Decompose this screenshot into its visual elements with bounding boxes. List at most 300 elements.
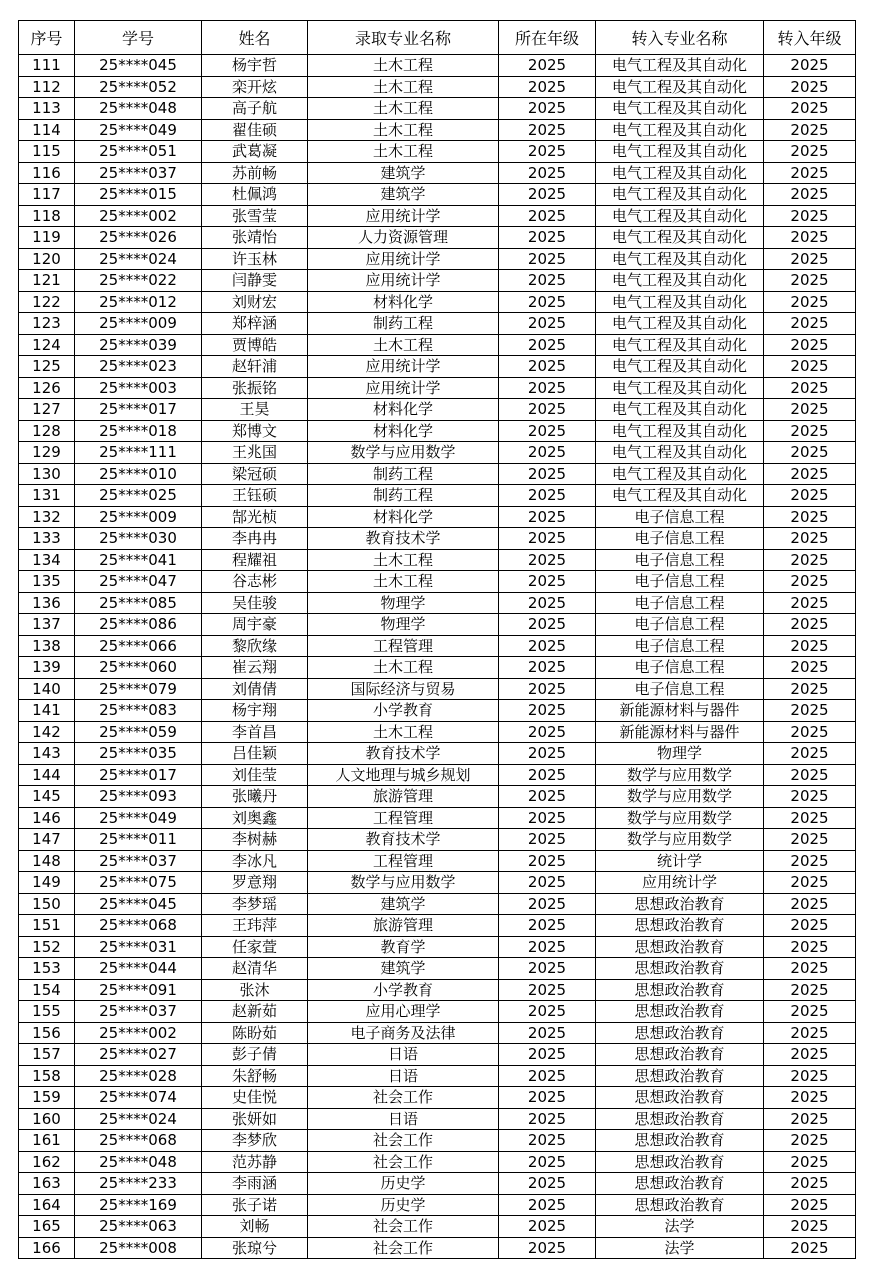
cell-name: 杨宇哲 xyxy=(202,55,308,77)
cell-transfer-grade: 2025 xyxy=(764,377,856,399)
cell-seq: 149 xyxy=(19,872,75,894)
cell-transfer-grade: 2025 xyxy=(764,807,856,829)
cell-current-grade: 2025 xyxy=(499,764,596,786)
cell-transfer-major: 电气工程及其自动化 xyxy=(596,227,764,249)
cell-transfer-grade: 2025 xyxy=(764,248,856,270)
table-row xyxy=(19,1108,856,1130)
cell-student-id: 25****027 xyxy=(75,1044,202,1066)
cell-admitted-major: 日语 xyxy=(308,1065,499,1087)
cell-admitted-major: 历史学 xyxy=(308,1194,499,1216)
cell-seq: 143 xyxy=(19,743,75,765)
cell-transfer-grade: 2025 xyxy=(764,528,856,550)
cell-student-id: 25****037 xyxy=(75,1001,202,1023)
cell-admitted-major: 物理学 xyxy=(308,592,499,614)
cell-transfer-grade: 2025 xyxy=(764,1001,856,1023)
cell-admitted-major: 工程管理 xyxy=(308,635,499,657)
cell-seq: 150 xyxy=(19,893,75,915)
table-row xyxy=(19,1151,856,1173)
cell-seq: 156 xyxy=(19,1022,75,1044)
cell-name: 李梦瑶 xyxy=(202,893,308,915)
cell-admitted-major: 数学与应用数学 xyxy=(308,872,499,894)
cell-admitted-major: 国际经济与贸易 xyxy=(308,678,499,700)
table-row xyxy=(19,119,856,141)
cell-name: 李首昌 xyxy=(202,721,308,743)
table-row xyxy=(19,678,856,700)
table-row xyxy=(19,1065,856,1087)
cell-current-grade: 2025 xyxy=(499,635,596,657)
table-row xyxy=(19,936,856,958)
cell-transfer-grade: 2025 xyxy=(764,592,856,614)
cell-transfer-major: 思想政治教育 xyxy=(596,958,764,980)
cell-transfer-grade: 2025 xyxy=(764,55,856,77)
cell-seq: 139 xyxy=(19,657,75,679)
cell-name: 张子诺 xyxy=(202,1194,308,1216)
cell-student-id: 25****010 xyxy=(75,463,202,485)
cell-admitted-major: 应用统计学 xyxy=(308,205,499,227)
cell-name: 史佳悦 xyxy=(202,1087,308,1109)
cell-admitted-major: 建筑学 xyxy=(308,958,499,980)
table-row xyxy=(19,592,856,614)
cell-transfer-grade: 2025 xyxy=(764,76,856,98)
cell-admitted-major: 土木工程 xyxy=(308,98,499,120)
cell-transfer-major: 电子信息工程 xyxy=(596,614,764,636)
cell-student-id: 25****060 xyxy=(75,657,202,679)
cell-name: 周宇豪 xyxy=(202,614,308,636)
cell-admitted-major: 建筑学 xyxy=(308,184,499,206)
table-row xyxy=(19,528,856,550)
cell-admitted-major: 土木工程 xyxy=(308,141,499,163)
cell-transfer-major: 思想政治教育 xyxy=(596,1194,764,1216)
cell-current-grade: 2025 xyxy=(499,399,596,421)
cell-admitted-major: 土木工程 xyxy=(308,334,499,356)
cell-current-grade: 2025 xyxy=(499,377,596,399)
cell-transfer-major: 思想政治教育 xyxy=(596,1001,764,1023)
cell-current-grade: 2025 xyxy=(499,184,596,206)
cell-student-id: 25****049 xyxy=(75,119,202,141)
cell-admitted-major: 社会工作 xyxy=(308,1216,499,1238)
cell-current-grade: 2025 xyxy=(499,291,596,313)
cell-current-grade: 2025 xyxy=(499,1173,596,1195)
table-row xyxy=(19,356,856,378)
cell-transfer-major: 电气工程及其自动化 xyxy=(596,377,764,399)
cell-student-id: 25****041 xyxy=(75,549,202,571)
cell-seq: 158 xyxy=(19,1065,75,1087)
cell-current-grade: 2025 xyxy=(499,872,596,894)
cell-name: 闫静雯 xyxy=(202,270,308,292)
cell-student-id: 25****048 xyxy=(75,98,202,120)
cell-transfer-major: 电气工程及其自动化 xyxy=(596,205,764,227)
cell-current-grade: 2025 xyxy=(499,786,596,808)
cell-transfer-grade: 2025 xyxy=(764,700,856,722)
cell-admitted-major: 建筑学 xyxy=(308,893,499,915)
cell-student-id: 25****023 xyxy=(75,356,202,378)
cell-student-id: 25****018 xyxy=(75,420,202,442)
cell-transfer-major: 思想政治教育 xyxy=(596,979,764,1001)
cell-transfer-major: 电气工程及其自动化 xyxy=(596,334,764,356)
cell-admitted-major: 电子商务及法律 xyxy=(308,1022,499,1044)
cell-seq: 130 xyxy=(19,463,75,485)
cell-student-id: 25****003 xyxy=(75,377,202,399)
cell-transfer-major: 电气工程及其自动化 xyxy=(596,463,764,485)
cell-transfer-grade: 2025 xyxy=(764,743,856,765)
table-row xyxy=(19,98,856,120)
table-row xyxy=(19,442,856,464)
cell-name: 陈盼茹 xyxy=(202,1022,308,1044)
table-row xyxy=(19,485,856,507)
cell-admitted-major: 物理学 xyxy=(308,614,499,636)
cell-name: 刘奥鑫 xyxy=(202,807,308,829)
cell-student-id: 25****009 xyxy=(75,313,202,335)
cell-transfer-major: 电子信息工程 xyxy=(596,506,764,528)
table-row xyxy=(19,1022,856,1044)
cell-admitted-major: 社会工作 xyxy=(308,1237,499,1259)
cell-name: 李雨涵 xyxy=(202,1173,308,1195)
cell-current-grade: 2025 xyxy=(499,807,596,829)
table-row xyxy=(19,1130,856,1152)
cell-seq: 133 xyxy=(19,528,75,550)
table-row xyxy=(19,313,856,335)
table-row xyxy=(19,334,856,356)
cell-admitted-major: 日语 xyxy=(308,1044,499,1066)
cell-admitted-major: 人文地理与城乡规划 xyxy=(308,764,499,786)
cell-name: 高子航 xyxy=(202,98,308,120)
cell-current-grade: 2025 xyxy=(499,485,596,507)
cell-student-id: 25****002 xyxy=(75,205,202,227)
cell-transfer-major: 电子信息工程 xyxy=(596,635,764,657)
cell-current-grade: 2025 xyxy=(499,958,596,980)
cell-transfer-major: 电气工程及其自动化 xyxy=(596,313,764,335)
cell-transfer-grade: 2025 xyxy=(764,936,856,958)
cell-transfer-major: 电气工程及其自动化 xyxy=(596,270,764,292)
cell-seq: 155 xyxy=(19,1001,75,1023)
cell-admitted-major: 旅游管理 xyxy=(308,786,499,808)
cell-transfer-grade: 2025 xyxy=(764,442,856,464)
table-row xyxy=(19,1194,856,1216)
cell-transfer-grade: 2025 xyxy=(764,98,856,120)
header-transfer-grade: 转入年级 xyxy=(764,21,856,55)
table-row xyxy=(19,850,856,872)
table-row xyxy=(19,1001,856,1023)
cell-seq: 166 xyxy=(19,1237,75,1259)
cell-transfer-major: 应用统计学 xyxy=(596,872,764,894)
cell-seq: 138 xyxy=(19,635,75,657)
cell-transfer-grade: 2025 xyxy=(764,119,856,141)
cell-current-grade: 2025 xyxy=(499,1001,596,1023)
cell-current-grade: 2025 xyxy=(499,549,596,571)
cell-seq: 141 xyxy=(19,700,75,722)
cell-current-grade: 2025 xyxy=(499,614,596,636)
cell-transfer-major: 电子信息工程 xyxy=(596,657,764,679)
cell-current-grade: 2025 xyxy=(499,1108,596,1130)
cell-admitted-major: 应用统计学 xyxy=(308,248,499,270)
cell-name: 张雪莹 xyxy=(202,205,308,227)
table-row xyxy=(19,162,856,184)
cell-name: 王玮萍 xyxy=(202,915,308,937)
cell-current-grade: 2025 xyxy=(499,248,596,270)
cell-student-id: 25****169 xyxy=(75,1194,202,1216)
cell-admitted-major: 人力资源管理 xyxy=(308,227,499,249)
table-row xyxy=(19,893,856,915)
cell-student-id: 25****024 xyxy=(75,1108,202,1130)
header-student-id: 学号 xyxy=(75,21,202,55)
cell-name: 范苏静 xyxy=(202,1151,308,1173)
cell-current-grade: 2025 xyxy=(499,227,596,249)
cell-transfer-major: 电气工程及其自动化 xyxy=(596,485,764,507)
cell-seq: 165 xyxy=(19,1216,75,1238)
cell-student-id: 25****017 xyxy=(75,764,202,786)
cell-transfer-grade: 2025 xyxy=(764,420,856,442)
cell-transfer-grade: 2025 xyxy=(764,893,856,915)
cell-seq: 111 xyxy=(19,55,75,77)
cell-student-id: 25****074 xyxy=(75,1087,202,1109)
cell-name: 吕佳颖 xyxy=(202,743,308,765)
cell-transfer-grade: 2025 xyxy=(764,1173,856,1195)
cell-seq: 148 xyxy=(19,850,75,872)
cell-transfer-grade: 2025 xyxy=(764,635,856,657)
table-row xyxy=(19,205,856,227)
cell-current-grade: 2025 xyxy=(499,678,596,700)
table-row xyxy=(19,377,856,399)
cell-admitted-major: 日语 xyxy=(308,1108,499,1130)
cell-transfer-grade: 2025 xyxy=(764,1237,856,1259)
cell-seq: 115 xyxy=(19,141,75,163)
table-row xyxy=(19,915,856,937)
cell-name: 郑梓涵 xyxy=(202,313,308,335)
cell-transfer-major: 法学 xyxy=(596,1216,764,1238)
table-row xyxy=(19,76,856,98)
cell-seq: 137 xyxy=(19,614,75,636)
cell-current-grade: 2025 xyxy=(499,743,596,765)
cell-name: 任家萱 xyxy=(202,936,308,958)
cell-transfer-major: 电气工程及其自动化 xyxy=(596,420,764,442)
cell-student-id: 25****059 xyxy=(75,721,202,743)
cell-transfer-grade: 2025 xyxy=(764,1130,856,1152)
cell-admitted-major: 土木工程 xyxy=(308,721,499,743)
cell-seq: 131 xyxy=(19,485,75,507)
cell-transfer-major: 电气工程及其自动化 xyxy=(596,442,764,464)
cell-admitted-major: 数学与应用数学 xyxy=(308,442,499,464)
cell-name: 赵清华 xyxy=(202,958,308,980)
cell-current-grade: 2025 xyxy=(499,420,596,442)
cell-transfer-grade: 2025 xyxy=(764,958,856,980)
cell-seq: 135 xyxy=(19,571,75,593)
cell-transfer-grade: 2025 xyxy=(764,786,856,808)
cell-name: 刘佳莹 xyxy=(202,764,308,786)
table-body xyxy=(19,55,856,1259)
cell-student-id: 25****028 xyxy=(75,1065,202,1087)
cell-transfer-grade: 2025 xyxy=(764,915,856,937)
table-row xyxy=(19,141,856,163)
cell-current-grade: 2025 xyxy=(499,119,596,141)
cell-seq: 144 xyxy=(19,764,75,786)
cell-transfer-grade: 2025 xyxy=(764,1087,856,1109)
cell-transfer-major: 思想政治教育 xyxy=(596,1065,764,1087)
cell-student-id: 25****025 xyxy=(75,485,202,507)
table-row xyxy=(19,700,856,722)
cell-admitted-major: 教育技术学 xyxy=(308,743,499,765)
cell-transfer-grade: 2025 xyxy=(764,1194,856,1216)
cell-transfer-grade: 2025 xyxy=(764,764,856,786)
cell-current-grade: 2025 xyxy=(499,463,596,485)
cell-admitted-major: 土木工程 xyxy=(308,55,499,77)
cell-transfer-major: 思想政治教育 xyxy=(596,1108,764,1130)
cell-seq: 116 xyxy=(19,162,75,184)
cell-admitted-major: 小学教育 xyxy=(308,700,499,722)
cell-student-id: 25****045 xyxy=(75,893,202,915)
cell-transfer-major: 思想政治教育 xyxy=(596,1130,764,1152)
table-row xyxy=(19,829,856,851)
cell-student-id: 25****035 xyxy=(75,743,202,765)
cell-seq: 154 xyxy=(19,979,75,1001)
cell-seq: 126 xyxy=(19,377,75,399)
cell-transfer-major: 数学与应用数学 xyxy=(596,829,764,851)
cell-transfer-major: 电气工程及其自动化 xyxy=(596,98,764,120)
cell-admitted-major: 材料化学 xyxy=(308,291,499,313)
cell-transfer-major: 数学与应用数学 xyxy=(596,764,764,786)
cell-transfer-grade: 2025 xyxy=(764,571,856,593)
cell-seq: 125 xyxy=(19,356,75,378)
table-row xyxy=(19,743,856,765)
cell-current-grade: 2025 xyxy=(499,141,596,163)
cell-transfer-grade: 2025 xyxy=(764,1065,856,1087)
cell-name: 张琼兮 xyxy=(202,1237,308,1259)
cell-transfer-major: 思想政治教育 xyxy=(596,936,764,958)
cell-admitted-major: 教育技术学 xyxy=(308,829,499,851)
cell-name: 王兆国 xyxy=(202,442,308,464)
cell-student-id: 25****037 xyxy=(75,850,202,872)
cell-student-id: 25****075 xyxy=(75,872,202,894)
cell-transfer-grade: 2025 xyxy=(764,657,856,679)
cell-seq: 118 xyxy=(19,205,75,227)
cell-transfer-grade: 2025 xyxy=(764,162,856,184)
cell-name: 谷志彬 xyxy=(202,571,308,593)
cell-admitted-major: 土木工程 xyxy=(308,119,499,141)
cell-seq: 112 xyxy=(19,76,75,98)
cell-admitted-major: 社会工作 xyxy=(308,1130,499,1152)
cell-transfer-grade: 2025 xyxy=(764,184,856,206)
cell-student-id: 25****079 xyxy=(75,678,202,700)
cell-seq: 129 xyxy=(19,442,75,464)
cell-admitted-major: 制药工程 xyxy=(308,485,499,507)
cell-admitted-major: 建筑学 xyxy=(308,162,499,184)
cell-transfer-major: 新能源材料与器件 xyxy=(596,721,764,743)
cell-transfer-major: 数学与应用数学 xyxy=(596,786,764,808)
cell-name: 赵新茹 xyxy=(202,1001,308,1023)
cell-name: 赵轩浦 xyxy=(202,356,308,378)
cell-transfer-grade: 2025 xyxy=(764,1151,856,1173)
table-row xyxy=(19,227,856,249)
cell-transfer-major: 思想政治教育 xyxy=(596,1173,764,1195)
cell-admitted-major: 应用统计学 xyxy=(308,377,499,399)
cell-current-grade: 2025 xyxy=(499,657,596,679)
cell-student-id: 25****017 xyxy=(75,399,202,421)
table-row xyxy=(19,1237,856,1259)
cell-current-grade: 2025 xyxy=(499,1087,596,1109)
cell-student-id: 25****086 xyxy=(75,614,202,636)
header-seq: 序号 xyxy=(19,21,75,55)
cell-transfer-grade: 2025 xyxy=(764,721,856,743)
cell-name: 贾博皓 xyxy=(202,334,308,356)
cell-transfer-grade: 2025 xyxy=(764,463,856,485)
cell-transfer-grade: 2025 xyxy=(764,614,856,636)
cell-transfer-major: 新能源材料与器件 xyxy=(596,700,764,722)
table-row xyxy=(19,420,856,442)
cell-transfer-major: 思想政治教育 xyxy=(596,915,764,937)
cell-student-id: 25****045 xyxy=(75,55,202,77)
cell-student-id: 25****009 xyxy=(75,506,202,528)
cell-current-grade: 2025 xyxy=(499,1065,596,1087)
cell-current-grade: 2025 xyxy=(499,571,596,593)
cell-name: 李冰凡 xyxy=(202,850,308,872)
cell-seq: 136 xyxy=(19,592,75,614)
cell-name: 吴佳骏 xyxy=(202,592,308,614)
cell-seq: 153 xyxy=(19,958,75,980)
cell-name: 梁冠硕 xyxy=(202,463,308,485)
cell-admitted-major: 小学教育 xyxy=(308,979,499,1001)
cell-admitted-major: 社会工作 xyxy=(308,1151,499,1173)
cell-admitted-major: 土木工程 xyxy=(308,76,499,98)
cell-name: 栾开炫 xyxy=(202,76,308,98)
cell-name: 罗意翔 xyxy=(202,872,308,894)
cell-seq: 132 xyxy=(19,506,75,528)
cell-student-id: 25****048 xyxy=(75,1151,202,1173)
cell-transfer-grade: 2025 xyxy=(764,356,856,378)
table-row xyxy=(19,571,856,593)
cell-name: 程耀祖 xyxy=(202,549,308,571)
cell-name: 刘畅 xyxy=(202,1216,308,1238)
cell-admitted-major: 教育学 xyxy=(308,936,499,958)
cell-current-grade: 2025 xyxy=(499,270,596,292)
cell-name: 崔云翔 xyxy=(202,657,308,679)
cell-name: 李树赫 xyxy=(202,829,308,851)
cell-name: 黎欣缘 xyxy=(202,635,308,657)
cell-student-id: 25****085 xyxy=(75,592,202,614)
cell-student-id: 25****047 xyxy=(75,571,202,593)
cell-admitted-major: 历史学 xyxy=(308,1173,499,1195)
cell-seq: 146 xyxy=(19,807,75,829)
cell-student-id: 25****022 xyxy=(75,270,202,292)
cell-transfer-major: 思想政治教育 xyxy=(596,1087,764,1109)
cell-transfer-grade: 2025 xyxy=(764,506,856,528)
cell-transfer-grade: 2025 xyxy=(764,678,856,700)
cell-current-grade: 2025 xyxy=(499,700,596,722)
transfer-list-table xyxy=(18,20,856,1259)
cell-transfer-grade: 2025 xyxy=(764,829,856,851)
cell-admitted-major: 材料化学 xyxy=(308,420,499,442)
table-row xyxy=(19,1087,856,1109)
cell-transfer-major: 电气工程及其自动化 xyxy=(596,76,764,98)
cell-student-id: 25****002 xyxy=(75,1022,202,1044)
cell-transfer-grade: 2025 xyxy=(764,1044,856,1066)
cell-name: 王钰硕 xyxy=(202,485,308,507)
cell-transfer-major: 电子信息工程 xyxy=(596,678,764,700)
cell-current-grade: 2025 xyxy=(499,55,596,77)
cell-name: 朱舒畅 xyxy=(202,1065,308,1087)
table-row xyxy=(19,463,856,485)
cell-name: 杨宇翔 xyxy=(202,700,308,722)
cell-transfer-grade: 2025 xyxy=(764,850,856,872)
cell-student-id: 25****030 xyxy=(75,528,202,550)
cell-admitted-major: 教育技术学 xyxy=(308,528,499,550)
cell-seq: 127 xyxy=(19,399,75,421)
cell-current-grade: 2025 xyxy=(499,1044,596,1066)
cell-current-grade: 2025 xyxy=(499,979,596,1001)
cell-name: 郜光桢 xyxy=(202,506,308,528)
table-row xyxy=(19,657,856,679)
cell-current-grade: 2025 xyxy=(499,76,596,98)
cell-current-grade: 2025 xyxy=(499,1194,596,1216)
cell-transfer-major: 电气工程及其自动化 xyxy=(596,55,764,77)
